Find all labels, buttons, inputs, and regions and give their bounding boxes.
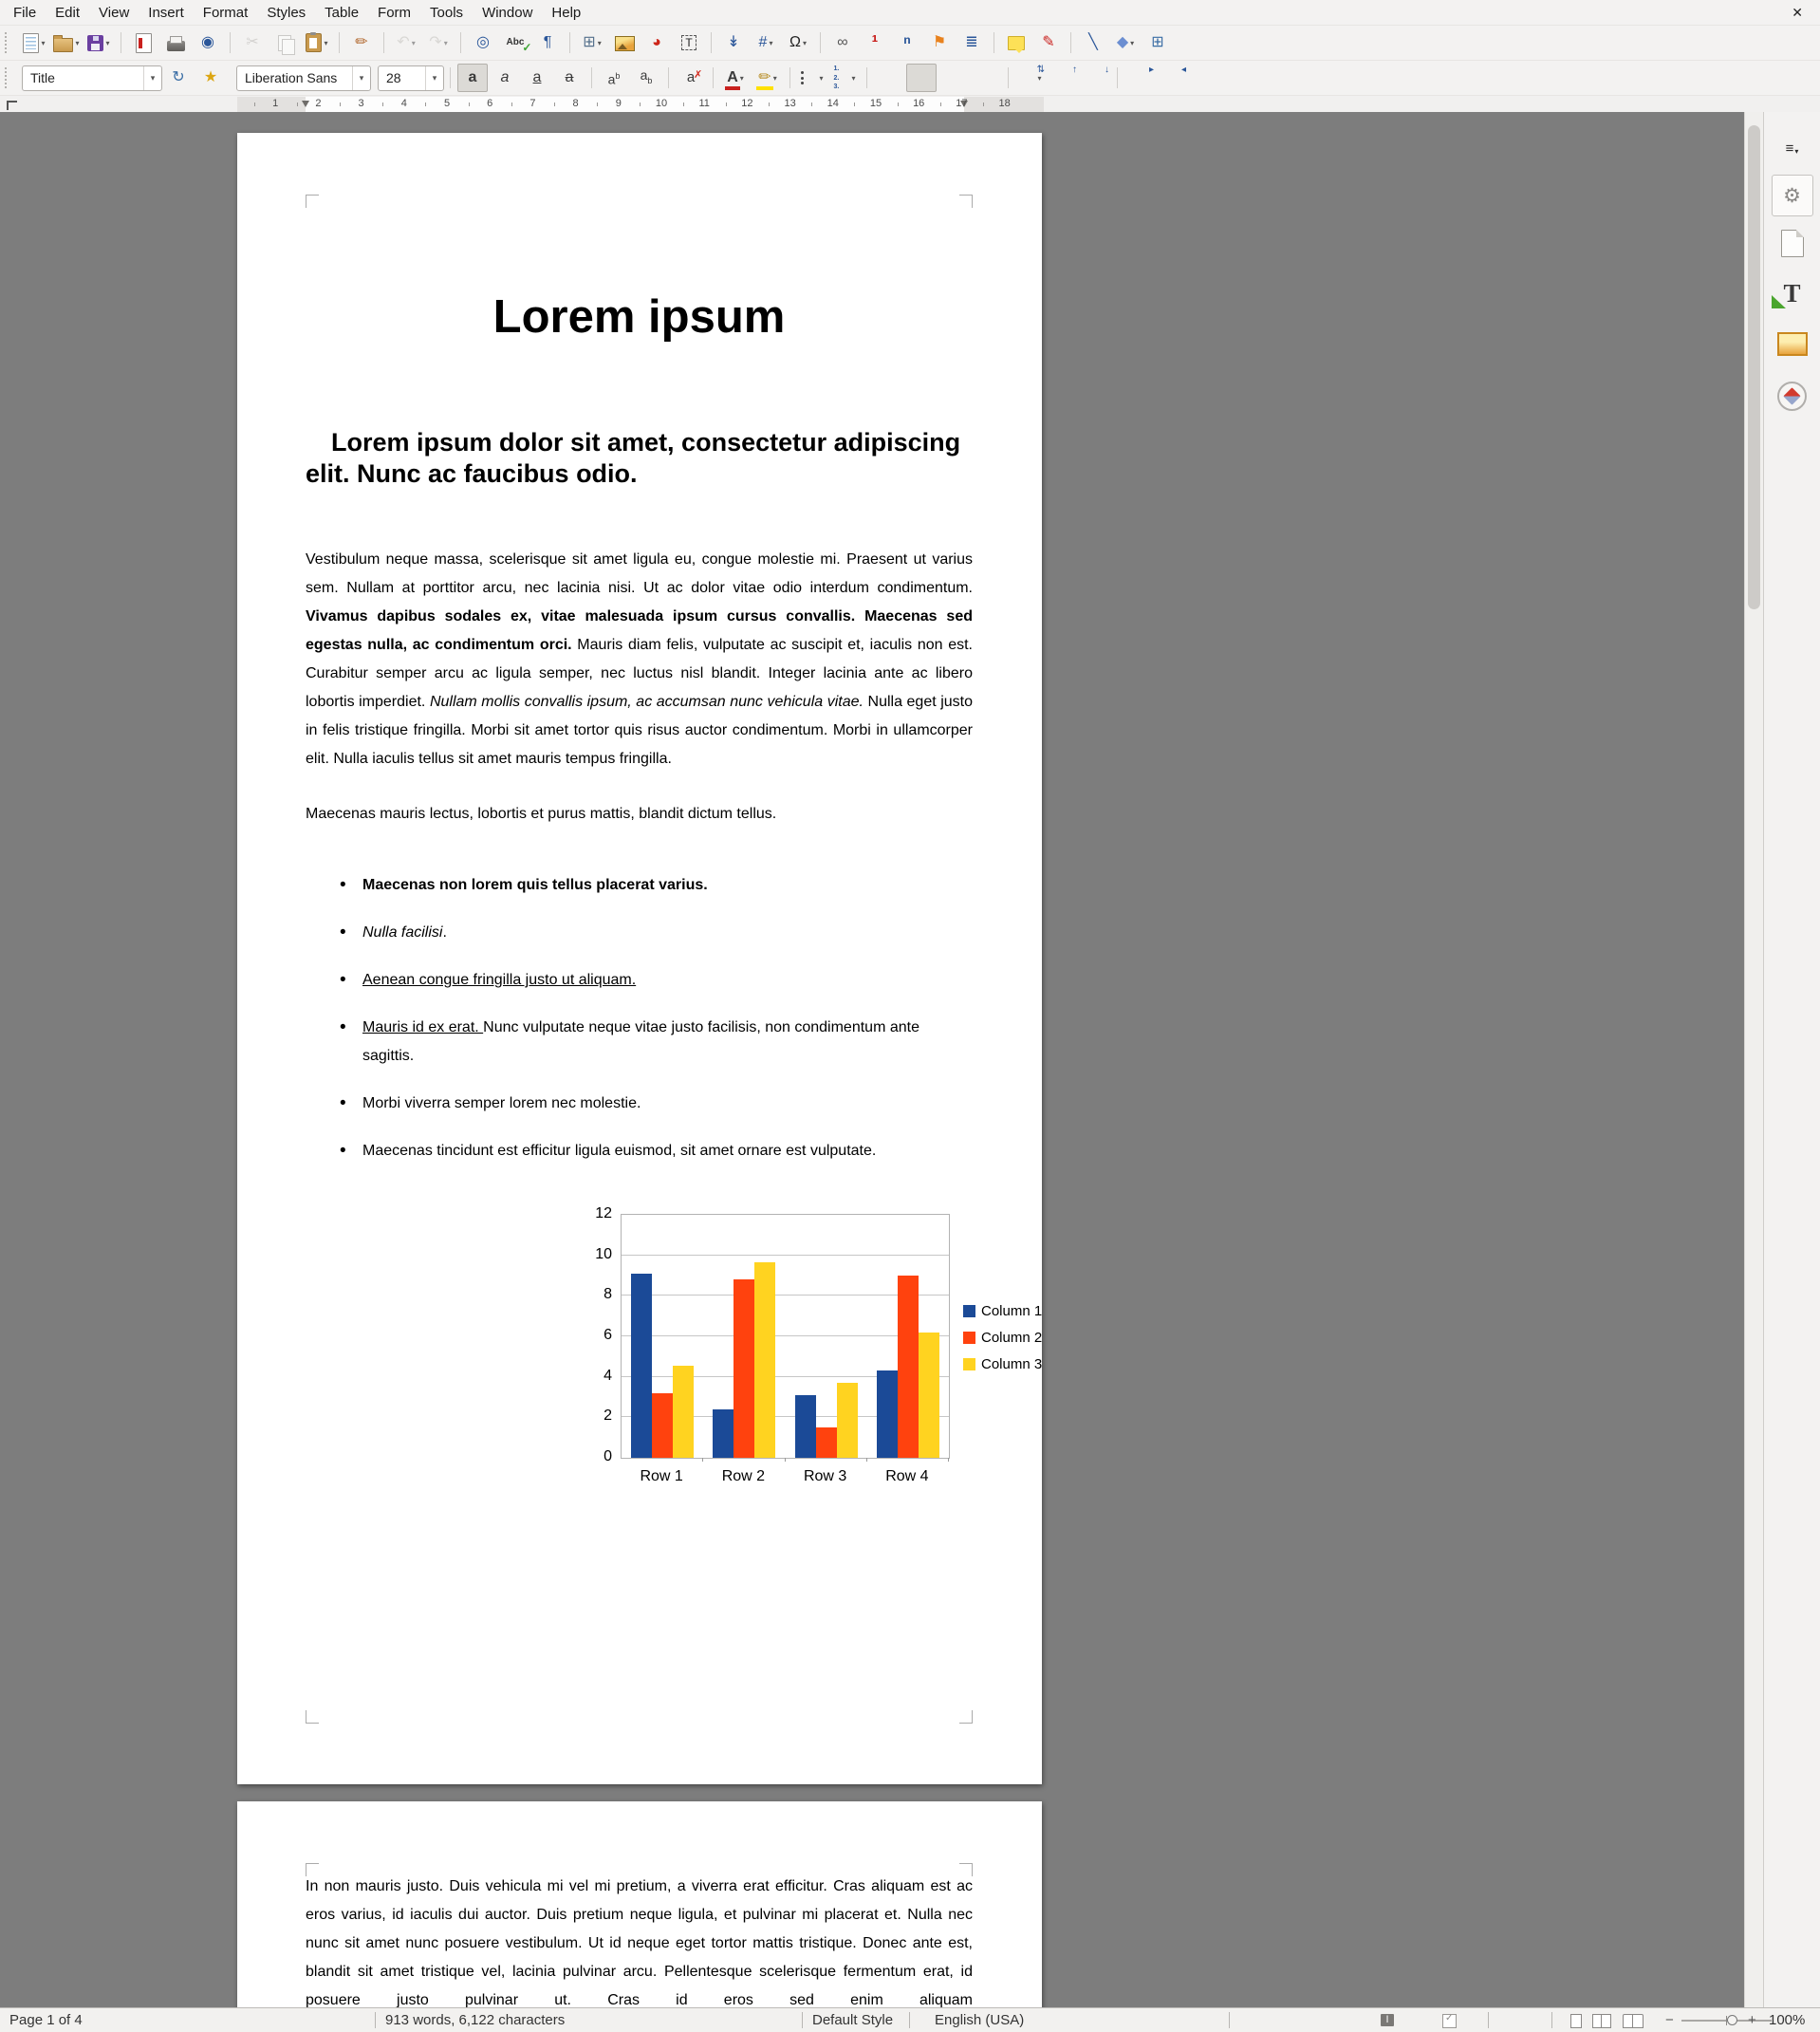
chart-bar bbox=[673, 1366, 694, 1458]
copy-button[interactable] bbox=[269, 28, 300, 57]
ruler-number: 11 bbox=[698, 98, 710, 109]
list-item: • Nulla facilisi. bbox=[362, 919, 973, 947]
insert-comment-button[interactable] bbox=[1001, 28, 1031, 57]
legend-item: Column 1 bbox=[963, 1303, 1042, 1319]
redo-icon: ↷ bbox=[429, 34, 442, 50]
x-axis-category-label: Row 1 bbox=[640, 1468, 683, 1484]
ruler-number: 8 bbox=[572, 98, 579, 109]
chart-bar bbox=[631, 1274, 652, 1458]
legend-item: Column 2 bbox=[963, 1330, 1042, 1346]
insert-field-button[interactable] bbox=[751, 28, 781, 57]
menu-form[interactable]: Form bbox=[378, 4, 412, 21]
font-name-combo[interactable] bbox=[236, 65, 371, 91]
chevron-down-icon: ▾ bbox=[1794, 147, 1799, 156]
paragraph: In non mauris justo. Duis vehicula mi vel mi pretium, a viverra erat efficitur. Cras aliquam est ac eros varius, id iaculis dui auctor. Duis pretium neque ligula, et pulvinar mi placerat et. Nulla nec nunc sit amet nunc posuere vestibulum. Ut id neque eget tortor mattis tristique. Donec ante est, blandit sit amet tristique vel, lacinia pulvinar arcu. Pellentesque scelerisque fermentum erat, id posuere justo pulvinar ut. Cras id eros sed enim aliquam bbox=[306, 1878, 973, 2007]
word-count-status[interactable]: 913 words, 6,122 characters bbox=[385, 2012, 566, 2028]
line-spacing-button[interactable]: ⇅ ▾ bbox=[1036, 65, 1045, 83]
print-preview-button[interactable] bbox=[193, 28, 223, 57]
chevron-down-icon[interactable]: ▾ bbox=[411, 38, 416, 47]
chart-bar bbox=[898, 1276, 919, 1458]
formatting-toolbar bbox=[0, 60, 1820, 95]
list-item: • Mauris id ex erat. Nunc vulputate neque vitae justo facilisis, non condimentum ante sagittis. bbox=[362, 1014, 973, 1071]
new-document-button[interactable] bbox=[19, 28, 49, 57]
ruler-number: 15 bbox=[869, 98, 882, 109]
chevron-down-icon[interactable]: ▾ bbox=[597, 38, 602, 47]
horizontal-ruler[interactable] bbox=[0, 95, 1820, 114]
insert-table-button[interactable] bbox=[577, 28, 607, 57]
ruler-number: 13 bbox=[784, 98, 796, 109]
close-icon[interactable]: ✕ bbox=[1792, 4, 1803, 20]
language-status[interactable]: English (USA) bbox=[935, 2012, 1025, 2028]
chevron-down-icon[interactable]: ▾ bbox=[1037, 73, 1042, 83]
zoom-out-icon[interactable]: − bbox=[1665, 2012, 1674, 2028]
menu-file[interactable]: File bbox=[13, 4, 37, 21]
insert-hyperlink-icon: ∞ bbox=[837, 34, 848, 50]
strikethrough-button[interactable] bbox=[554, 64, 585, 92]
ruler-number: 17 bbox=[956, 98, 968, 109]
properties-wrench-icon: ⚙ bbox=[1783, 184, 1801, 207]
menu-styles[interactable]: Styles bbox=[267, 4, 306, 21]
ruler-number: 16 bbox=[913, 98, 925, 109]
document-canvas bbox=[0, 112, 1744, 2007]
ruler-number: 9 bbox=[615, 98, 622, 109]
status-bar bbox=[0, 2007, 1820, 2032]
cut-button[interactable] bbox=[237, 28, 268, 57]
font-color-button[interactable] bbox=[720, 64, 751, 92]
document-subtitle: Lorem ipsum dolor sit amet, consectetur adipiscing elit. Nunc ac faucibus odio. bbox=[306, 428, 961, 488]
chart-bar bbox=[795, 1395, 816, 1458]
chart-bar bbox=[837, 1383, 858, 1458]
chevron-down-icon[interactable]: ▾ bbox=[443, 38, 448, 47]
list-item: • Aenean congue fringilla justo ut aliquam. bbox=[362, 966, 973, 995]
clone-formatting-icon: ✏ bbox=[355, 34, 368, 50]
formatting-marks-button[interactable] bbox=[532, 28, 563, 57]
ruler-number: 3 bbox=[358, 98, 364, 109]
ordered-list-icon: 1. 2. 3. bbox=[833, 65, 840, 90]
paragraph-style-value: Title bbox=[30, 70, 55, 85]
chevron-down-icon[interactable]: ▾ bbox=[769, 38, 773, 47]
insert-chart-icon: ◕ bbox=[652, 34, 661, 50]
special-character-icon: Ω bbox=[789, 34, 801, 50]
sidebar-tabbar bbox=[1763, 112, 1820, 2007]
insert-chart-button[interactable] bbox=[641, 28, 672, 57]
list-item: • Maecenas non lorem quis tellus placerat varius. bbox=[362, 871, 973, 900]
document-title: Lorem ipsum bbox=[492, 291, 786, 343]
ruler-number: 12 bbox=[741, 98, 753, 109]
zoom-level-status[interactable]: 100% bbox=[1769, 2012, 1806, 2028]
navigator-compass-icon bbox=[1777, 382, 1807, 411]
update-style-icon: ↻ bbox=[172, 69, 185, 85]
formatting-marks-icon: ¶ bbox=[543, 34, 552, 50]
y-axis-tick-label: 0 bbox=[604, 1448, 612, 1464]
document-page-1[interactable] bbox=[237, 133, 1042, 1784]
show-draw-functions-button[interactable] bbox=[1142, 28, 1173, 57]
clone-formatting-button[interactable] bbox=[346, 28, 377, 57]
find-replace-icon: ◎ bbox=[476, 34, 490, 50]
update-style-button[interactable] bbox=[163, 64, 194, 92]
menu-format[interactable]: Format bbox=[202, 4, 249, 21]
paragraph: Vestibulum neque massa, scelerisque sit amet ligula eu, congue molestie mi. Praesent ut varius sem. Nullam at porttitor arcu, nec lacinia nisi. Ut ac dolor vitae odio interdum condimentum. Vivamus dapibus sodales ex, vitae malesuada ipsum cursus convallis. Maecenas sed egestas nulla, ac condimentum orci. Mauris diam felis, vulputate ac suscipit et, iaculis non est. Curabitur semper arcu ac ligula semper, nec luctus nisl blandit. Integer lacinia ante ac libero lobortis imperdiet. Nullam mollis convallis ipsum, ac accumsan nunc vehicula vitae. Nulla eget justo in felis tristique fringilla. Morbi sit amet tortor quis risus auctor condimentum. Morbi in ullamcorper elit. Nulla iaculis tellus sit amet mauris tempus fringilla. bbox=[306, 551, 974, 767]
menu-table[interactable]: Table bbox=[325, 4, 360, 21]
insert-textbox-icon: T bbox=[681, 35, 696, 50]
chart-bar bbox=[754, 1262, 775, 1458]
chart-bar bbox=[713, 1409, 734, 1458]
undo-button[interactable] bbox=[391, 28, 421, 57]
font-name-value: Liberation Sans bbox=[245, 70, 338, 85]
decrease-indent-button[interactable]: ◂ bbox=[1180, 65, 1186, 75]
bold-icon: a bbox=[468, 69, 477, 85]
chart-bar bbox=[919, 1333, 939, 1458]
ruler-number: 4 bbox=[400, 98, 407, 109]
unordered-list-icon bbox=[801, 71, 817, 84]
menu-window[interactable]: Window bbox=[482, 4, 533, 21]
properties-deck-button[interactable] bbox=[1764, 175, 1820, 216]
legend-item: Column 3 bbox=[963, 1356, 1042, 1372]
special-character-button[interactable] bbox=[783, 28, 813, 57]
basic-shapes-button[interactable] bbox=[1110, 28, 1141, 57]
multi-page-view-icon[interactable] bbox=[1592, 2014, 1611, 2028]
chevron-down-icon[interactable]: ▾ bbox=[802, 38, 807, 47]
save-button[interactable] bbox=[84, 28, 114, 57]
document-modified-icon[interactable] bbox=[1442, 2014, 1457, 2028]
redo-button[interactable] bbox=[423, 28, 454, 57]
paragraph-style-combo[interactable] bbox=[22, 65, 162, 91]
increase-paragraph-spacing-button[interactable]: ↑ bbox=[1072, 65, 1077, 75]
spelling-button[interactable] bbox=[500, 28, 530, 57]
legend-swatch bbox=[963, 1358, 975, 1370]
y-axis-tick-label: 12 bbox=[595, 1205, 612, 1221]
gallery-icon bbox=[1777, 332, 1808, 356]
menubar bbox=[0, 0, 1820, 25]
sidebar-settings-button[interactable] bbox=[1764, 140, 1820, 157]
x-axis-category-label: Row 4 bbox=[885, 1468, 929, 1484]
insert-endnote-icon: ⁿ bbox=[903, 32, 911, 53]
chart-bar bbox=[734, 1279, 754, 1458]
underline-icon: a bbox=[532, 69, 542, 85]
align-right-button[interactable] bbox=[938, 64, 969, 92]
subscript-button[interactable] bbox=[631, 64, 661, 92]
x-axis-category-label: Row 3 bbox=[803, 1468, 847, 1484]
increase-indent-button[interactable]: ▸ bbox=[1148, 65, 1154, 75]
list-item: • Morbi viverra semper lorem nec molestie. bbox=[362, 1090, 973, 1118]
toolbar-grip[interactable] bbox=[5, 67, 11, 88]
font-color-icon: A bbox=[727, 69, 738, 85]
zoom-slider[interactable] bbox=[1681, 2020, 1772, 2022]
paste-icon bbox=[306, 33, 322, 52]
gallery-deck-button[interactable] bbox=[1764, 332, 1820, 356]
chevron-down-icon[interactable]: ▾ bbox=[1130, 38, 1135, 47]
track-changes-icon: ✎ bbox=[1042, 34, 1055, 50]
ordered-list-button[interactable] bbox=[829, 64, 860, 92]
chevron-down-icon[interactable]: ▾ bbox=[851, 73, 856, 83]
ruler-number: 1 bbox=[272, 98, 279, 109]
open-icon bbox=[53, 38, 73, 52]
ruler-number: 2 bbox=[315, 98, 322, 109]
underline-button[interactable] bbox=[522, 64, 552, 92]
y-axis-tick-label: 2 bbox=[604, 1407, 612, 1425]
subscript-icon: $a_b$ bbox=[640, 67, 653, 85]
font-size-value: 28 bbox=[386, 70, 401, 85]
y-axis-tick-label: 10 bbox=[595, 1245, 612, 1262]
insert-page-break-button[interactable] bbox=[718, 28, 749, 57]
x-axis-category-label: Row 2 bbox=[721, 1468, 766, 1484]
navigator-deck-button[interactable] bbox=[1764, 382, 1820, 411]
insert-field-icon: # bbox=[758, 34, 768, 50]
insert-endnote-button[interactable] bbox=[892, 28, 922, 57]
y-axis-tick-label: 8 bbox=[604, 1286, 612, 1303]
justified-button[interactable] bbox=[971, 64, 1001, 92]
print-preview-icon: ◉ bbox=[201, 34, 214, 50]
insert-image-button[interactable] bbox=[609, 28, 640, 57]
scrollbar-thumb[interactable] bbox=[1748, 125, 1760, 609]
chart-bar bbox=[652, 1393, 673, 1458]
italic-icon: a bbox=[500, 69, 510, 85]
chevron-down-icon[interactable]: ▾ bbox=[739, 73, 744, 83]
menu-help[interactable]: Help bbox=[551, 4, 582, 21]
insert-hyperlink-button[interactable] bbox=[827, 28, 858, 57]
print-icon bbox=[167, 41, 185, 51]
ruler-number: 7 bbox=[529, 98, 536, 109]
ruler-number: 5 bbox=[443, 98, 451, 109]
unordered-list-button[interactable] bbox=[797, 64, 827, 92]
basic-shapes-icon: ◆ bbox=[1116, 34, 1129, 50]
toolbar-grip[interactable] bbox=[5, 32, 11, 53]
ruler-number: 14 bbox=[826, 98, 839, 109]
print-button[interactable] bbox=[160, 28, 191, 57]
styles-icon: T bbox=[1783, 279, 1801, 308]
superscript-icon: $a^b$ bbox=[607, 71, 621, 87]
insert-bookmark-icon: ⚑ bbox=[932, 34, 947, 50]
align-left-button[interactable] bbox=[874, 64, 904, 92]
copy-icon bbox=[278, 35, 291, 51]
document-page-2[interactable] bbox=[237, 1801, 1042, 2007]
page-style-status[interactable]: Default Style bbox=[812, 2012, 894, 2028]
save-icon bbox=[87, 35, 103, 51]
zoom-in-icon[interactable]: + bbox=[1748, 2012, 1756, 2028]
chevron-down-icon[interactable]: ▾ bbox=[105, 38, 110, 47]
bullet-list bbox=[306, 871, 973, 1165]
insert-line-button[interactable] bbox=[1078, 28, 1108, 57]
clear-formatting-button[interactable] bbox=[676, 64, 706, 92]
menu-insert[interactable]: Insert bbox=[148, 4, 184, 21]
insert-comment-icon bbox=[1008, 36, 1025, 50]
ruler-number: 18 bbox=[998, 98, 1011, 109]
insert-image-icon bbox=[615, 36, 635, 51]
highlight-color-icon: ✏ bbox=[758, 69, 771, 85]
show-draw-functions-icon: ⊞ bbox=[1151, 34, 1164, 50]
page-number-status[interactable]: Page 1 of 4 bbox=[9, 2012, 83, 2028]
menu-tools[interactable]: Tools bbox=[430, 4, 464, 21]
chevron-down-icon[interactable]: ▾ bbox=[324, 38, 328, 47]
single-page-view-icon[interactable] bbox=[1570, 2014, 1582, 2028]
page-deck-button[interactable] bbox=[1764, 230, 1820, 257]
insert-line-icon: ╲ bbox=[1088, 34, 1098, 50]
legend-swatch bbox=[963, 1332, 975, 1344]
chevron-down-icon[interactable]: ▾ bbox=[143, 66, 161, 90]
tab-stop-selector[interactable] bbox=[7, 101, 17, 110]
decrease-paragraph-spacing-button[interactable]: ↓ bbox=[1105, 65, 1109, 75]
chevron-down-icon[interactable]: ▾ bbox=[75, 38, 80, 47]
menu-edit[interactable]: Edit bbox=[55, 4, 81, 21]
y-axis-tick-label: 4 bbox=[604, 1367, 612, 1384]
strikethrough-icon: a bbox=[565, 69, 574, 85]
ruler-number: 10 bbox=[655, 98, 668, 109]
chart-bar bbox=[816, 1427, 837, 1458]
insert-cross-reference-button[interactable] bbox=[956, 28, 987, 57]
chart-plot-area bbox=[621, 1214, 950, 1459]
insert-footnote-icon: ¹ bbox=[871, 32, 879, 53]
chevron-down-icon[interactable]: ▾ bbox=[352, 66, 370, 90]
align-center-button[interactable] bbox=[906, 64, 937, 92]
chart-legend bbox=[963, 1303, 1042, 1383]
paragraph: Maecenas mauris lectus, lobortis et purus mattis, blandit dictum tellus. bbox=[306, 806, 777, 822]
styles-deck-button[interactable] bbox=[1764, 279, 1820, 308]
vertical-scrollbar[interactable] bbox=[1744, 112, 1763, 2007]
page-icon bbox=[1781, 230, 1804, 257]
selection-mode-icon[interactable]: I bbox=[1381, 2014, 1394, 2026]
chevron-down-icon[interactable]: ▾ bbox=[41, 38, 46, 47]
paste-button[interactable] bbox=[302, 28, 332, 57]
spelling-icon: Abc ✓ bbox=[507, 35, 525, 50]
ruler-number: 6 bbox=[487, 98, 493, 109]
insert-footnote-button[interactable] bbox=[860, 28, 890, 57]
export-pdf-icon bbox=[136, 33, 152, 53]
bold-button[interactable] bbox=[457, 64, 488, 92]
insert-cross-reference-icon: ≣ bbox=[965, 34, 978, 50]
open-button[interactable] bbox=[51, 28, 82, 57]
clear-formatting-icon: a ✗ bbox=[687, 70, 695, 85]
insert-textbox-button[interactable] bbox=[674, 28, 704, 57]
y-axis-tick-label: 6 bbox=[604, 1327, 612, 1343]
chart-object[interactable] bbox=[585, 1191, 1046, 1533]
cut-icon: ✂ bbox=[246, 34, 259, 50]
italic-button[interactable] bbox=[490, 64, 520, 92]
zoom-slider-thumb[interactable] bbox=[1727, 2015, 1737, 2025]
list-item: • Maecenas tincidunt est efficitur ligula euismod, sit amet ornare est vulputate. bbox=[362, 1137, 973, 1165]
superscript-button[interactable] bbox=[599, 64, 629, 92]
standard-toolbar bbox=[0, 25, 1820, 60]
legend-swatch bbox=[963, 1305, 975, 1317]
chart-bar bbox=[877, 1370, 898, 1458]
menu-view[interactable]: View bbox=[99, 4, 130, 21]
highlight-color-button[interactable] bbox=[752, 64, 783, 92]
chevron-down-icon[interactable]: ▾ bbox=[819, 73, 824, 83]
insert-table-icon: ⊞ bbox=[583, 34, 596, 50]
chevron-down-icon[interactable]: ▾ bbox=[425, 66, 443, 90]
insert-bookmark-button[interactable] bbox=[924, 28, 955, 57]
new-style-icon: ★ bbox=[203, 69, 218, 85]
hamburger-icon: ≡ bbox=[1785, 140, 1794, 157]
new-style-button[interactable] bbox=[195, 64, 226, 92]
export-pdf-button[interactable] bbox=[128, 28, 158, 57]
chevron-down-icon[interactable]: ▾ bbox=[772, 73, 777, 83]
find-replace-button[interactable] bbox=[468, 28, 498, 57]
new-document-icon bbox=[23, 33, 39, 53]
track-changes-button[interactable] bbox=[1033, 28, 1064, 57]
insert-page-break-icon: ↡ bbox=[727, 34, 740, 50]
font-size-combo[interactable] bbox=[378, 65, 444, 91]
undo-icon: ↶ bbox=[397, 34, 410, 50]
book-view-icon[interactable] bbox=[1623, 2014, 1644, 2028]
